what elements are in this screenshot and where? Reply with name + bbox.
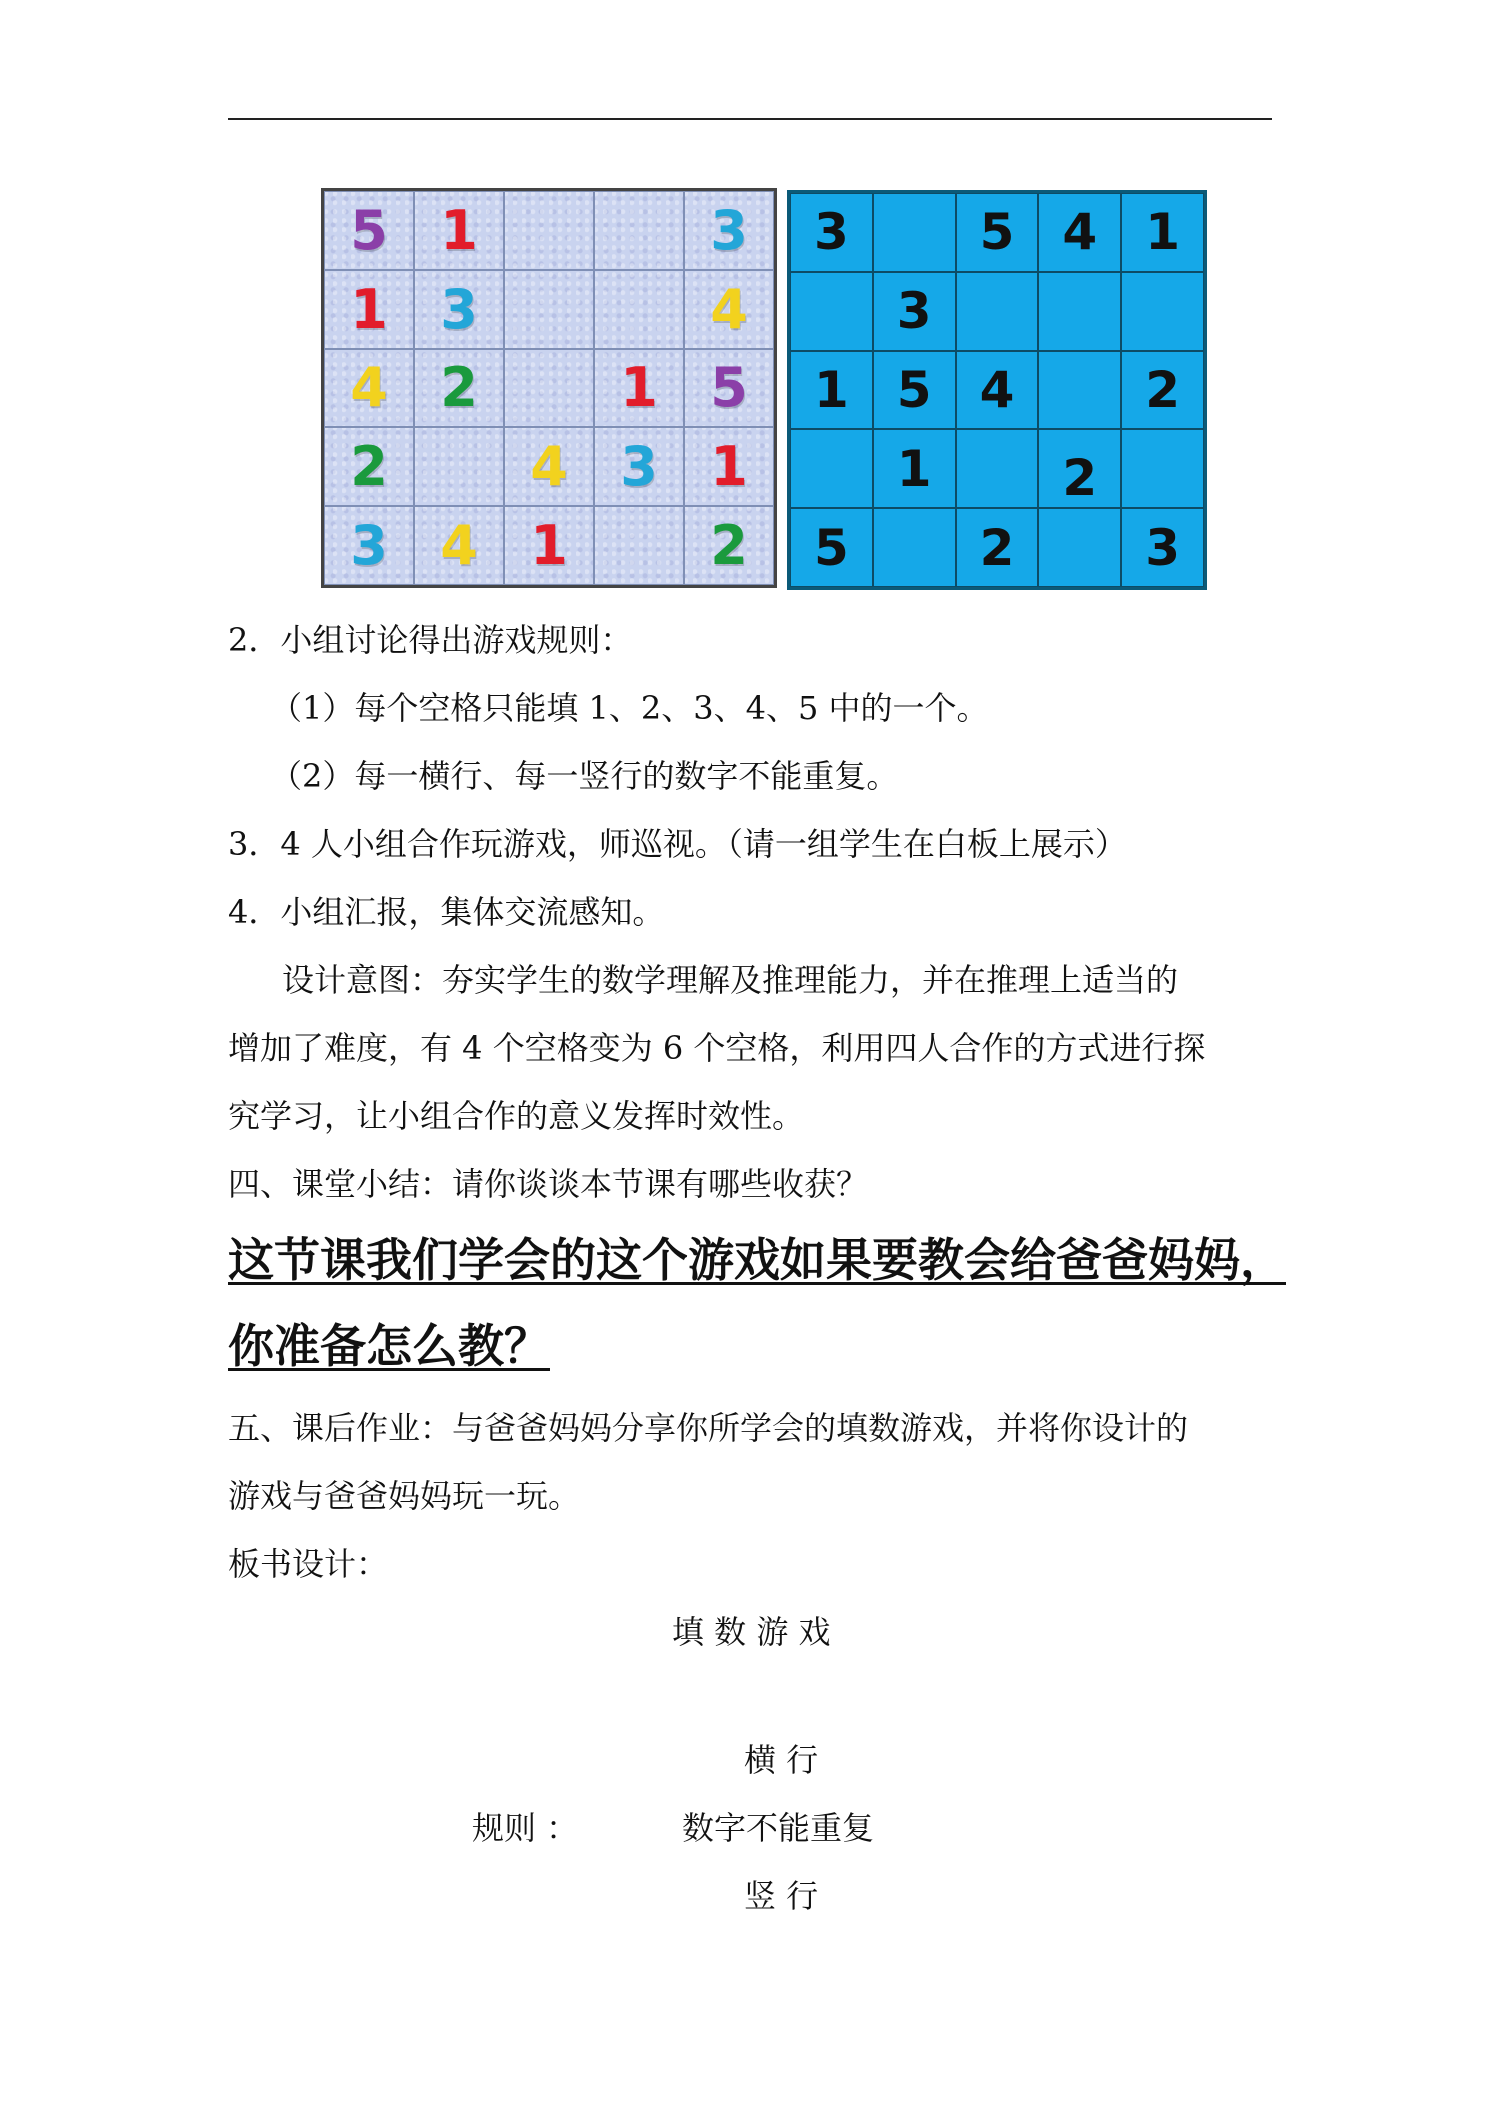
puzzle-right-cell: 5	[790, 508, 873, 587]
puzzle-right-cell: 2	[1121, 351, 1204, 430]
puzzle-left-cell: 4	[324, 349, 414, 428]
puzzle-right-cell	[873, 508, 956, 587]
puzzle-left-cell	[594, 506, 684, 585]
puzzle-left-cell: 1	[504, 506, 594, 585]
puzzle-left-cell: 4	[504, 427, 594, 506]
board-rule-label: 规则 ：	[472, 1809, 579, 1847]
header-rule	[228, 118, 1272, 120]
board-row-label: 横 行	[744, 1741, 819, 1779]
puzzle-left-cell: 4	[414, 506, 504, 585]
puzzle-right-cell	[956, 272, 1039, 351]
board-rule-text: 数字不能重复	[682, 1809, 875, 1847]
puzzle-left-cell: 5	[324, 191, 414, 270]
puzzle-right-cell: 4	[956, 351, 1039, 430]
puzzle-left-cell: 1	[594, 349, 684, 428]
board-title: 填 数 游 戏	[672, 1613, 831, 1651]
puzzle-right-cell: 3	[790, 193, 873, 272]
puzzle-right-cell: 3	[873, 272, 956, 351]
puzzle-left-cell	[504, 270, 594, 349]
puzzle-right-cell	[956, 429, 1039, 508]
puzzle-left-cell	[594, 191, 684, 270]
puzzle-grid-colorful	[321, 188, 777, 588]
puzzle-left-cell: 1	[684, 427, 774, 506]
puzzle-right-cell: 3	[1121, 508, 1204, 587]
puzzle-left-cell: 3	[414, 270, 504, 349]
puzzle-left-cell: 2	[684, 506, 774, 585]
homework-line-2: 游戏与爸爸妈妈玩一玩。	[228, 1477, 581, 1515]
puzzle-right-cell: 4	[1038, 193, 1121, 272]
puzzle-right-cell	[873, 193, 956, 272]
question-line-1: 这节课我们学会的这个游戏如果要教会给爸爸妈妈，	[228, 1233, 1286, 1287]
step-3-text: 3．4 人小组合作玩游戏，师巡视。（请一组学生在白板上展示）	[228, 825, 1127, 863]
puzzle-right-cell: 5	[873, 351, 956, 430]
puzzle-right-cell: 5	[956, 193, 1039, 272]
puzzle-right-cell	[790, 272, 873, 351]
puzzle-right-cell	[790, 429, 873, 508]
puzzle-right-cell: 2	[1038, 429, 1121, 508]
homework-line-1: 五、课后作业：与爸爸妈妈分享你所学会的填数游戏，并将你设计的	[228, 1409, 1189, 1447]
puzzle-left-cell: 4	[684, 270, 774, 349]
puzzle-right-cell: 1	[1121, 193, 1204, 272]
puzzle-left-cell: 2	[414, 349, 504, 428]
puzzle-left-cell: 3	[594, 427, 684, 506]
design-intent-line-3: 究学习，让小组合作的意义发挥时效性。	[228, 1097, 805, 1135]
puzzle-right-cell	[1038, 272, 1121, 351]
puzzle-right-cell: 1	[790, 351, 873, 430]
puzzle-left-cell	[504, 349, 594, 428]
design-intent-line-1: 设计意图：夯实学生的数学理解及推理能力，并在推理上适当的	[282, 961, 1179, 999]
rule-1-text: （1）每个空格只能填 1、2、3、4、5 中的一个。	[270, 689, 989, 727]
step-2-text: 2．小组讨论得出游戏规则：	[228, 621, 633, 659]
puzzle-right-cell: 2	[956, 508, 1039, 587]
puzzle-left-cell	[414, 427, 504, 506]
puzzle-grid-blue	[787, 190, 1207, 590]
puzzle-right-cell	[1121, 429, 1204, 508]
design-intent-line-2: 增加了难度，有 4 个空格变为 6 个空格，利用四人合作的方式进行探	[228, 1029, 1206, 1067]
puzzle-left-cell: 5	[684, 349, 774, 428]
puzzle-left-cell: 2	[324, 427, 414, 506]
puzzle-right-cell: 1	[873, 429, 956, 508]
rule-2-text: （2）每一横行、每一竖行的数字不能重复。	[270, 757, 899, 795]
board-design-label: 板书设计：	[228, 1545, 389, 1583]
question-line-2: 你准备怎么教？	[228, 1319, 550, 1373]
board-column-label: 竖 行	[744, 1877, 819, 1915]
puzzle-left-cell	[504, 191, 594, 270]
puzzle-left-cell: 3	[684, 191, 774, 270]
puzzle-right-cell	[1038, 508, 1121, 587]
puzzle-left-cell: 3	[324, 506, 414, 585]
puzzle-left-cell	[594, 270, 684, 349]
puzzle-left-cell: 1	[414, 191, 504, 270]
summary-heading: 四、课堂小结：请你谈谈本节课有哪些收获？	[228, 1165, 869, 1203]
puzzle-left-cell: 1	[324, 270, 414, 349]
puzzle-right-cell	[1121, 272, 1204, 351]
puzzle-right-cell	[1038, 351, 1121, 430]
step-4-text: 4．小组汇报，集体交流感知。	[228, 893, 665, 931]
